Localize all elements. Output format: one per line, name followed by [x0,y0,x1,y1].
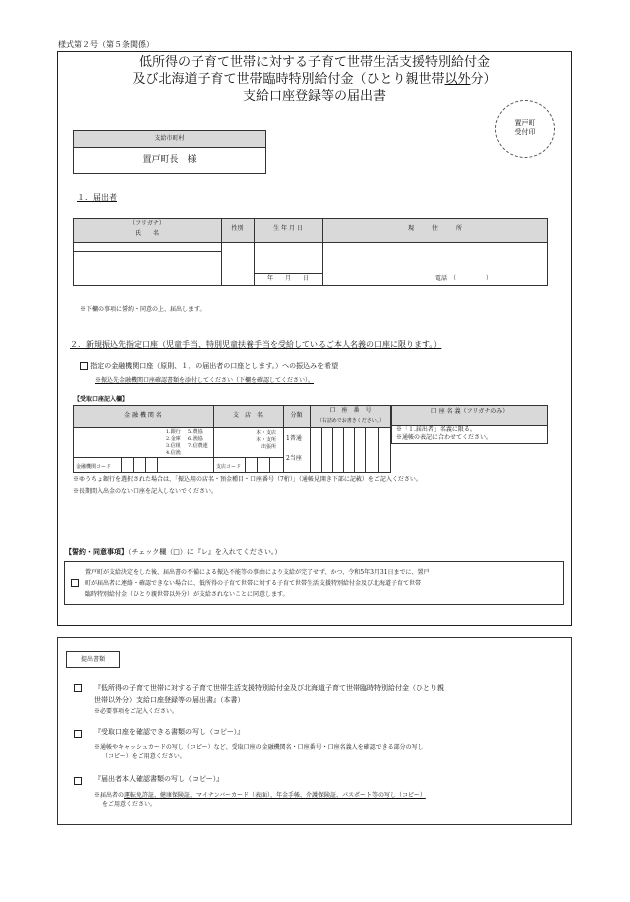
type-current: 2当座 [286,455,302,462]
yucho-note: ※ゆうちょ銀行を選択された場合は、「振込用の店名・預金種目・口座番号（7桁）」（通帳見開き下部に記載）をご記入ください。 [73,476,422,483]
holder-note-2: ※通帳の表記に合わせてください。 [396,434,493,441]
title-line-2: 及び北海道子育て世帯臨時特別給付金（ひとり親世帯以外分） [132,72,497,87]
long-term-note: ※長期間入出金のない口座を記入しないでください。 [73,488,218,495]
dob-label: 生 年 月 日 [273,225,303,232]
address-label: 現 住 所 [407,225,462,232]
applicant-table [73,218,548,286]
gender-label: 性別 [231,225,244,232]
bank-name-header: 金 融 機 関 名 [124,412,162,419]
account-option-checkbox[interactable] [80,362,88,370]
branch-code-label: 支店コード [216,464,242,470]
name-label: 氏 名 [134,230,159,237]
title-line-1: 低所得の子育て世帯に対する子育て世帯生活支援特別給付金 [138,55,490,70]
holder-note-1: ※「１.届出者」名義に限る。 [396,426,476,433]
reception-stamp: 置戸町 受付印 [495,100,555,158]
account-number-subheader: （右詰めでお書きください。） [316,418,385,424]
section2-heading: ２．新規振込先指定口座（児童手当、特別児童扶養手当を受給しているご本人名義の口座に限ります。） [70,340,442,349]
bank-code-label: 金融機関コード [76,464,112,470]
addressee-name: 置戸町長 様 [142,155,197,165]
account-table [73,405,548,473]
submission-item-1-note: ※必要事項をご記入ください。 [94,708,179,715]
consent-box [64,561,564,605]
form-number: 様式第２号（第５条関係） [58,40,154,49]
dob-date-row: 年 月 日 [266,275,309,282]
pledge-note: ※下欄の事項に誓約・同意の上、届出します。 [80,306,206,313]
type-ordinary: 1普通 [286,435,302,442]
account-option: 指定の金融機関口座（原則、１．の届出者の口座とします。）への振込みを希望 [80,362,338,371]
submission-item-1-checkbox[interactable] [74,684,82,692]
furigana-label: （フリガナ） [129,220,165,227]
account-type-header: 分類 [290,412,303,419]
submission-label: 提出書類 [66,651,120,668]
account-holder-header: 口 座 名 義（フリガナのみ） [430,408,509,415]
addressee-header: 支給市町村 [74,131,265,148]
submission-item-3-checkbox[interactable] [74,777,82,785]
consent-heading: 【誓約・同意事項】（チェック欄（□）に『レ』を入れてください。） [65,547,282,556]
addressee-box [73,130,266,174]
account-doc-note: ※振込先金融機関口座確認書類を添付してください（下欄を確認してください）。 [95,377,315,384]
phone-field: 電話 （ ） [435,275,493,282]
title-line-3: 支給口座登録等の届出書 [242,89,386,104]
section1-heading: １．届出者 [77,193,117,202]
consent-checkbox[interactable] [71,579,79,587]
form-title [57,54,572,105]
submission-item-3-note: ※届出者の運転免許証、健康保険証、マイナンバーカード（表面）、年金手帳、介護保険証、パスポート等の写し（コピー） をご用意ください。 [94,792,426,808]
branch-type-list: 本・支店 本・支所 出張所 [256,430,277,450]
submission-item-2-note: ※通帳やキャッシュカードの写し（コピー）など、受取口座の金融機関名・口座番号・口座名義人を確認できる部分の写し （コピー）をご用意ください。 [94,744,424,760]
bank-type-list-a: 1.銀行 2.金庫 3.信組 4.信漁 [166,429,181,456]
account-number-header: 口 座 番 号 [329,407,372,414]
submission-item-2-checkbox[interactable] [74,730,82,738]
account-table-label: 【受取口座記入欄】 [74,396,129,403]
bank-type-list-b: 5.農協 6.漁協 7.信農連 [188,429,208,449]
consent-text: 置戸町が支給決定をした後、届出書の不備による振込不能等の事由により支給が完了せず、かつ、令和5年3月31日までに、置戸 町が届出者に連絡・確認できない場合に、低所得の子育て世帯に対する子育て世帯生活支援特別給付金及び北海道子育て世帯 臨時特別給付金（ひとり親世帯以外分）が支給されないことに同意します。 [85,569,430,598]
branch-name-header: 支 店 名 [232,412,263,419]
